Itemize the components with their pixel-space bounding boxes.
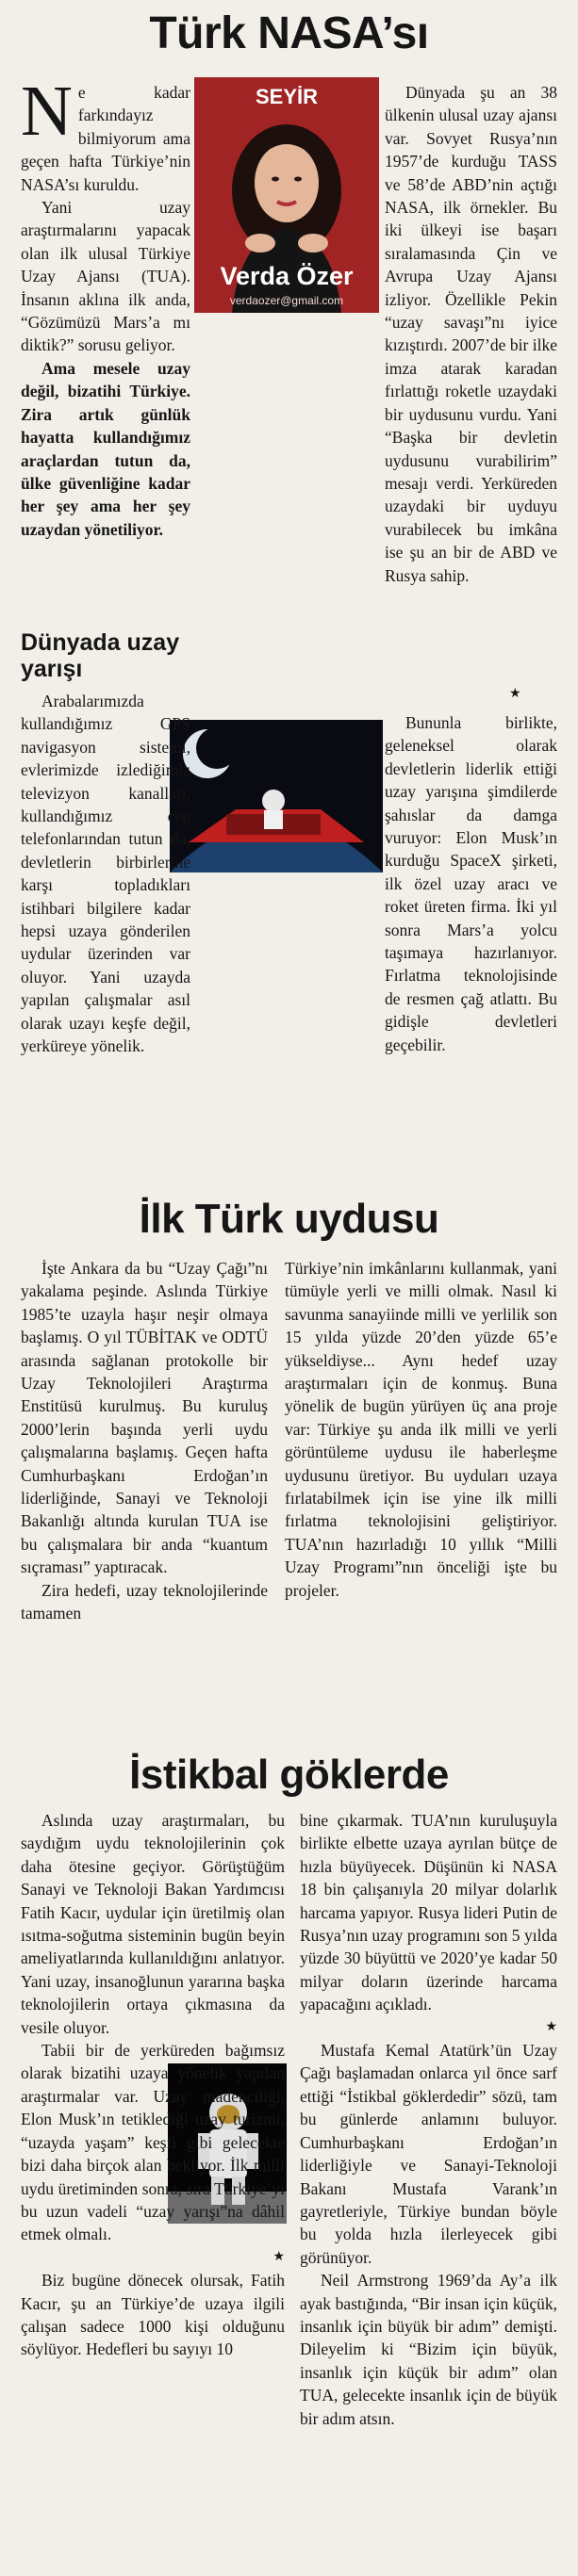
paragraph: Zira hedefi, uzay teknolojilerinde tamamen [21, 1580, 268, 1623]
star-icon: ★ [509, 687, 521, 701]
paragraph: Dünyada şu an 38 ülkenin ulusal uzay ajansı var. Sovyet Rusya’nın 1957’de kurduğu TASS ve 58’de ABD’nin açtığı NASA, ilk örnekler. Bu iki ülkeyi ise başarı sıralamasında Çin ve Avrupa Uzay Ajansı izliyor. Özellikle Pekin “uzay savaşı”nı iyice kızıştırdı. 2007’de bir ilke imza atarak karadan fırlattığı roketle uzaydaki bir uydusunu vurdu. Yani “Başka bir devletin uydusunu vurabilirim” mesajı verdi. Yerküreden uzaydaki bir uyduyu vurabilecek bu imkâna ise şu an bir de ABD ve Rusya sahip. [385, 83, 557, 585]
paragraph: Tabii bir de yerküreden bağımsız olarak bizatihi uzaya yönelik yapılan araştırmalar var. Uzay madenciliği, Elon Musk’ın tetiklediği uzay turizmi, “uzayda yaşam” keşfi gibi gelecekte bizi daha birçok alan bekliyor. İlk milli uydu üretiminden sonra, sıra Türkiye’yi bu uzun vadeli “uzay yarışı”na dâhil etmek olmalı. [21, 2041, 285, 2244]
paragraph: Yani uzay araştırmalarını yapacak olan ilk ulusal Türkiye Uzay Ajansı (TUA). İnsanın aklına ilk anda, “Gözümüzü Mars’a mı diktik?” sorusu geliyor. [21, 198, 190, 355]
article-column-right-4 [300, 1809, 557, 2430]
drop-cap: N [21, 72, 73, 151]
paragraph: İşte Ankara da bu “Uzay Çağı”nı yakalama peşinde. Aslında Türkiye 1985’te uzayla haşır neşir olmaya başlamış. O yıl TÜBİTAK ve ODTÜ arasında sağlanan protokolle bir Uzay Teknolojileri Araştırma Enstitüsü kurulmuş. Bu kuruluş 2000’lerin başında yerli uydu çalışmalarına başlamış. Geçen hafta Cumhurbaşkanı Erdoğan’ın liderliğinde, Sanayi ve Teknoloji Bakanlığı altında kurulan TUA ise bu çalışmalara bir anda “kuantum sıçraması” yaptıracak. [21, 1259, 268, 1577]
paragraph: Aslında uzay araştırmaları, bu saydığım uydu teknolojilerinin çok daha ötesine geçiyor. Görüştüğüm Sanayi ve Teknoloji Bakan Yardımcısı Fatih Kacır, uydular için üretilmiş olan ısıtma-soğutma sisteminin bugün beyin ameliyatlarında kullanıldığını anlatıyor. Yani uzay, insanoğlunun yararına başka teknolojilerin ortaya çıkmasına da vesile oluyor. [21, 1811, 285, 2037]
paragraph: Arabalarımızda kullandığımız GPS navigasyon sistemi, evlerimizde izlediğimiz televizyon kanalları, kullandığımız cep telefonlarından tutun da, devletlerin birbirlerine karşı topladıkları istihbari bilgilere kadar hepsi uzaya gönderilen uydular üzerinden var oluyor. Yani uzayda yapılan çalışmalar asıl olarak uzayı keşfe değil, yerküreye yönelik. [21, 692, 190, 1056]
article-column-right-1 [385, 81, 557, 587]
paragraph: Biz bugüne dönecek olursak, Fatih Kacır, şu an Türkiye’de uzaya ilgili çalışan sadece 1000 kişi olduğunu söylüyor. Hedefleri bu sayıyı 10 [21, 2271, 285, 2359]
article-column-right-3 [285, 1257, 557, 1602]
paragraph [21, 72, 190, 196]
paragraph-text: e kadar farkındayız bilmiyorum ama geçen hafta Türkiye’nin NASA’sı kuruldu. [21, 83, 190, 194]
author-email: verdaozer@gmail.com [229, 294, 344, 307]
paragraph: Bununla birlikte, geleneksel olarak devletlerin liderlik ettiği uzay yarışına şimdilerde şahıslar da damga vuruyor: Elon Musk’ın kurduğu SpaceX şirketi, ilk özel uzay aracı ve roket üreten firma. İki yıl sonra Mars’a yolcu taşımaya hazırlanıyor. Fırlatma teknolojisinde de resmen çağ atlattı. Bu gidişle devletleri geçebilir. [385, 713, 557, 1054]
paragraph: Ama mesele uzay değil, bizatihi Türkiye. Zira artık günlük hayatta kullandığımız araçlardan tutun da, ülke güvenliğine kadar her şey ama her şey uzaydan yönetiliyor. [21, 358, 190, 539]
section-headline: İstikbal göklerde [129, 1752, 449, 1798]
section-headline: İlk Türk uydusu [139, 1196, 439, 1242]
author-name: Verda Özer [220, 262, 354, 290]
car-in-space-photo [170, 720, 383, 872]
subheading: Dünyada uzay yarışı [21, 629, 180, 682]
author-portrait [194, 77, 379, 313]
paragraph: Türkiye’nin imkânlarını kullanmak, yani tümüyle yerli ve milli olmak. Nasıl ki savunma sanayiinde milli ve yerlilik son 15 yılda yüzde 20’den yüzde 65’e yükseldiyse... Aynı hedef uzay araştırmaları için de konmuş. Buna yönelik de bugün yürüyen üç ana proje var: Türkiye şu anda ilk milli ve yerli görüntüleme uydusu ile haberleşme uydusunu üretiyor. Bu uyduları uzaya fırlatabilmek için ise yine ilk milli fırlatma teknolojisini geliştiriyor. TUA’nın hazırladığı 10 yıllık “Milli Uzay Programı”nın önceliği işte bu projeler. [285, 1259, 557, 1600]
star-icon: ★ [272, 2249, 285, 2264]
section-label: SEYİR [255, 85, 319, 108]
article-column-right-2 [385, 711, 557, 1056]
star-icon: ★ [545, 2019, 557, 2034]
paragraph: Neil Armstrong 1969’da Ay’a ilk ayak bastığında, “Bir insan için küçük, insanlık için büyük bir adım” demişti. Dileyelim ki “Bizim için büyük, insanlık için küçük bir adım” olan TUA, gelecekte insanlık için de büyük bir adım atsın. [300, 2271, 557, 2428]
paragraph: Mustafa Kemal Atatürk’ün Uzay Çağı başlamadan onlarca yıl önce sarf ettiği “İstikbal göklerdedir” sözü, tam bu günlerde anlamını buluyor. Cumhurbaşkanı Erdoğan’ın liderliğiyle ve Sanayi-Teknoloji Bakanı Mustafa Varank’ın gayretleriyle, Türkiye bundan böyle bu yolda hızla ilerleyecek gibi görünüyor. [300, 2041, 557, 2267]
article-column-left-1 [21, 72, 190, 541]
article-column-left-3 [21, 1257, 268, 1625]
paragraph: bine çıkarmak. TUA’nın kuruluşuyla birlikte elbette uzaya ayrılan bütçe de hızla büyüyecek. Düşünün ki NASA 18 bin çalışanıyla 20 milyar dolarlık harcama yapıyor. Rusya lideri Putin de Rusya’nın uzay programını son 5 yılda yüzde 30 büyüttü ve 2020’ye kadar 50 milyar doların üzerinde harcama yapacağını açıkladı. [300, 1811, 557, 2014]
page-title: Türk NASA’sı [149, 8, 429, 58]
article-column-left-4 [21, 1809, 285, 2361]
article-column-left-2 [21, 690, 190, 1058]
